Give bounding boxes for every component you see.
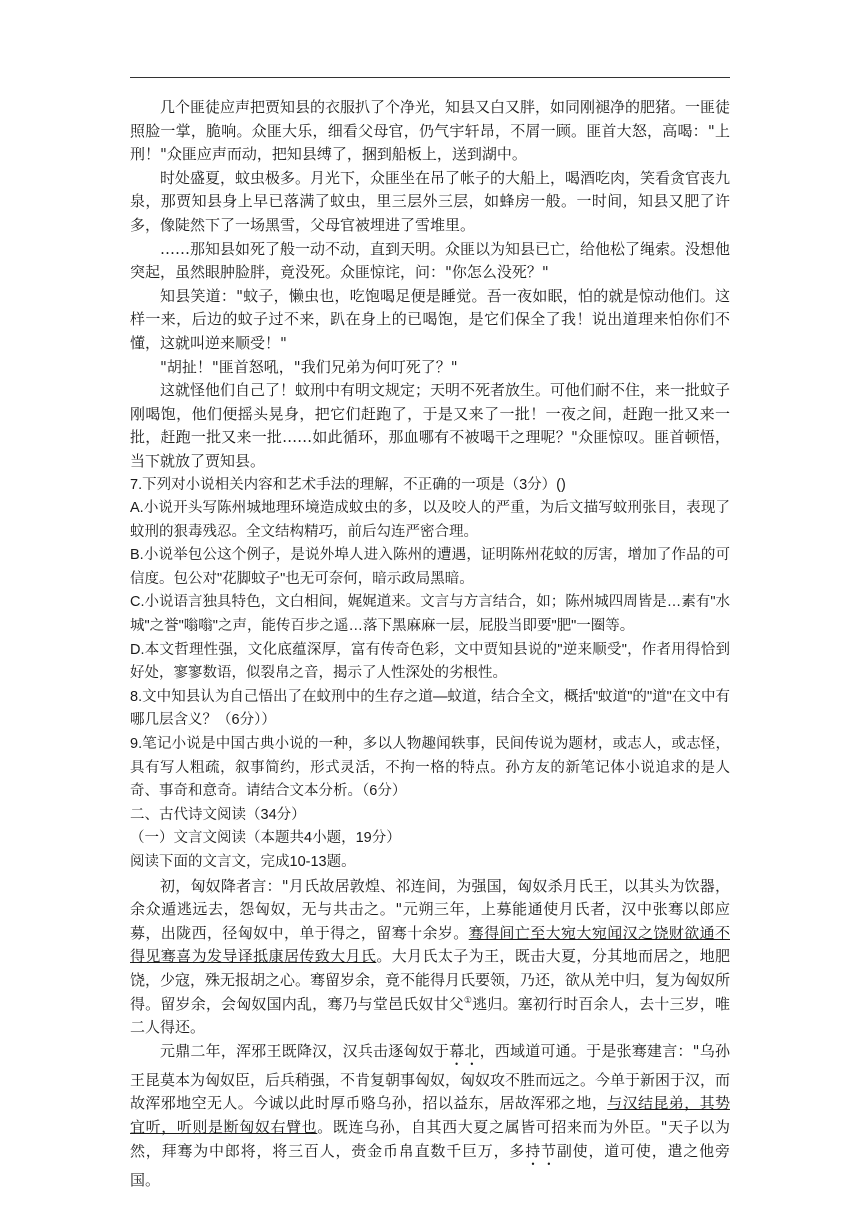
document-body [130,96,730,1192]
question-8: 8.文中知县认为自己悟出了在蚊刑中的生存之道—蚊道，结合全文，概括"蚊道"的"道"在文中有哪几层含义？（6分）） [130,688,730,729]
classical-p2-text-a: 元鼎二年，浑邪王既降汉，汉兵击逐匈奴于 [160,1041,450,1060]
question-7-option-d: D.本文哲理性强，文化底蕴深厚，富有传奇色彩，文中贾知县说的"逆来顺受"，作者用得恰到好处，寥寥数语，似裂帛之音，揭示了人性深处的劣根性。 [130,641,730,682]
classical-p2-text-d: 副使，道可使，遣之他旁国。 [130,1141,730,1189]
question-7-option-c: C.小说语言独具特色，文白相间，娓娓道来。文言与方言结合，如；陈州城四周皆是…素有"水城"之誉"嗡嗡"之声，能传百步之遥…落下黑麻麻一层，屁股当即要"肥"一圈等。 [130,594,730,635]
classical-paragraph-1 [130,875,730,1040]
section-2-instruction: 阅读下面的文言文，完成10-13题。 [130,854,356,870]
story-paragraph-2: 时处盛夏，蚊虫极多。月光下，众匪坐在吊了帐子的大船上，喝酒吃肉，笑看贪官丧九泉，那贾知县身上早已落满了蚊虫，里三层外三层，如蜂房一般。一时间，知县又肥了许多，像陡然下了一场黑雪，父母官被埋进了雪堆里。 [130,168,731,234]
section-2-title: 二、古代诗文阅读（34分） [130,806,306,823]
story-paragraph-5: "胡扯！"匪首怒吼，"我们兄弟为何叮死了？" [160,357,458,376]
section-2-subtitle: （一）文言文阅读（本题共4小题，19分） [130,830,401,847]
question-7-option-b: B.小说举包公这个例子，是说外埠人进入陈州的遭遇，证明陈州花蚊的厉害，增加了作品的可信度。包公对"花脚蚊子"也无可奈何，暗示政局黑暗。 [130,547,730,587]
classical-p2-dotted-2: 持节 [525,1141,557,1160]
question-9: 9.笔记小说是中国古典小说的一种，多以人物趣闻轶事，民间传说为题材，或志人，或志怪，具有写人粗疏，叙事简约，形式灵活，不拘一格的特点。孙方友的新笔记体小说追求的是人奇、事奇和意奇。请结合文本分析。（6分） [130,736,730,800]
classical-p2-underlined: 与汉结昆弟，其势宜听，听则是断匈奴右臂也 [130,1094,730,1136]
story-paragraph-4: 知县笑道："蚊子，懒虫也，吃饱喝足便是睡觉。吾一夜如眠，怕的就是惊动他们。这样一来，后边的蚊子过不来，趴在身上的已喝饱，是它们保全了我！说出道理来怕你们不懂，这就叫逆来顺受！" [130,286,730,352]
question-7-option-a: A.小说开头写陈州城地理环境造成蚊虫的多，以及咬人的严重，为后文描写蚊刑张目，表现了蚊刑的狠毒残忍。全文结构精巧，前后勾连严密合理。 [130,500,730,540]
footnote-marker: ① [463,995,473,1006]
classical-p1-text-c: 逃归。塞初行时百余人，去十三岁，唯二人得还。 [130,994,730,1037]
classical-p1-underlined: 骞得间亡至大宛大宛闻汉之饶财欲通不得见骞喜为发导译抵康居传致大月氏 [130,923,730,966]
question-7: 7.下列对小说相关内容和艺术手法的理解，不正确的一项是（3分）() [130,476,566,493]
story-paragraph-1: 几个匪徒应声把贾知县的衣服扒了个净光，知县又白又胖，如同刚褪净的肥猪。一匪徒照脸一掌，脆响。众匪大乐，细看父母官，仍气宇轩昂，不屑一顾。匪首大怒，高喝："上刑！"众匪应声而动，把知县缚了，捆到船板上，送到湖中。 [130,98,731,164]
classical-p2-text-c: 。既连乌孙，自其西大夏之属皆可招来而为外臣。"天子以为然，拜骞为中郎将，将三百人，赍金币帛直数千巨万，多 [130,1117,730,1160]
classical-p1-text-b: 。大月氏太子为王，既击大夏，分其地而居之，地肥饶，少寇，殊无报胡之心。骞留岁余，竟不能得月氏要领，乃还，欲从羌中归，复为匈奴所得。留岁余，会匈奴国内乱，骞乃与堂邑氏奴甘父 [130,947,731,1013]
classical-p1-text-a: 初，匈奴降者言："月氏故居敦煌、祁连间，为强国，匈奴杀月氏王，以其头为饮器，余众遁逃远去，怨匈奴，无与共击之。"元朔三年，上募能通使月氏者，汉中张骞以郎应募，出陇西，径匈奴中，单于得之，留骞十余岁。 [130,876,730,942]
classical-paragraph-2 [130,1040,730,1192]
classical-p2-text-b: ，西域道可通。于是张骞建言："乌孙王昆莫本为匈奴臣，后兵稍强，不肯复朝事匈奴，匈奴攻不胜而远之。今单于新困于汉，而故浑邪地空无人。今诚以此时厚币赂乌孙，招以益东，居故浑邪之地， [130,1041,731,1113]
header-rule [130,77,730,78]
classical-p2-dotted-1: 幕北 [449,1041,480,1060]
story-paragraph-6: 这就怪他们自己了！蚊刑中有明文规定；天明不死者放生。可他们耐不住，来一批蚊子刚喝饱，他们便摇头晃身，把它们赶跑了，于是又来了一批！一夜之间，赶跑一批又来一批，赶跑一批又来一批……如此循环，那血哪有不被喝干之理呢？"众匪惊叹。匪首顿悟，当下就放了贾知县。 [130,381,731,470]
story-paragraph-3: ……那知县如死了般一动不动，直到天明。众匪以为知县已亡，给他松了绳索。没想他突起，虽然眼肿脸胖，竟没死。众匪惊诧，问："你怎么没死？" [130,239,731,282]
